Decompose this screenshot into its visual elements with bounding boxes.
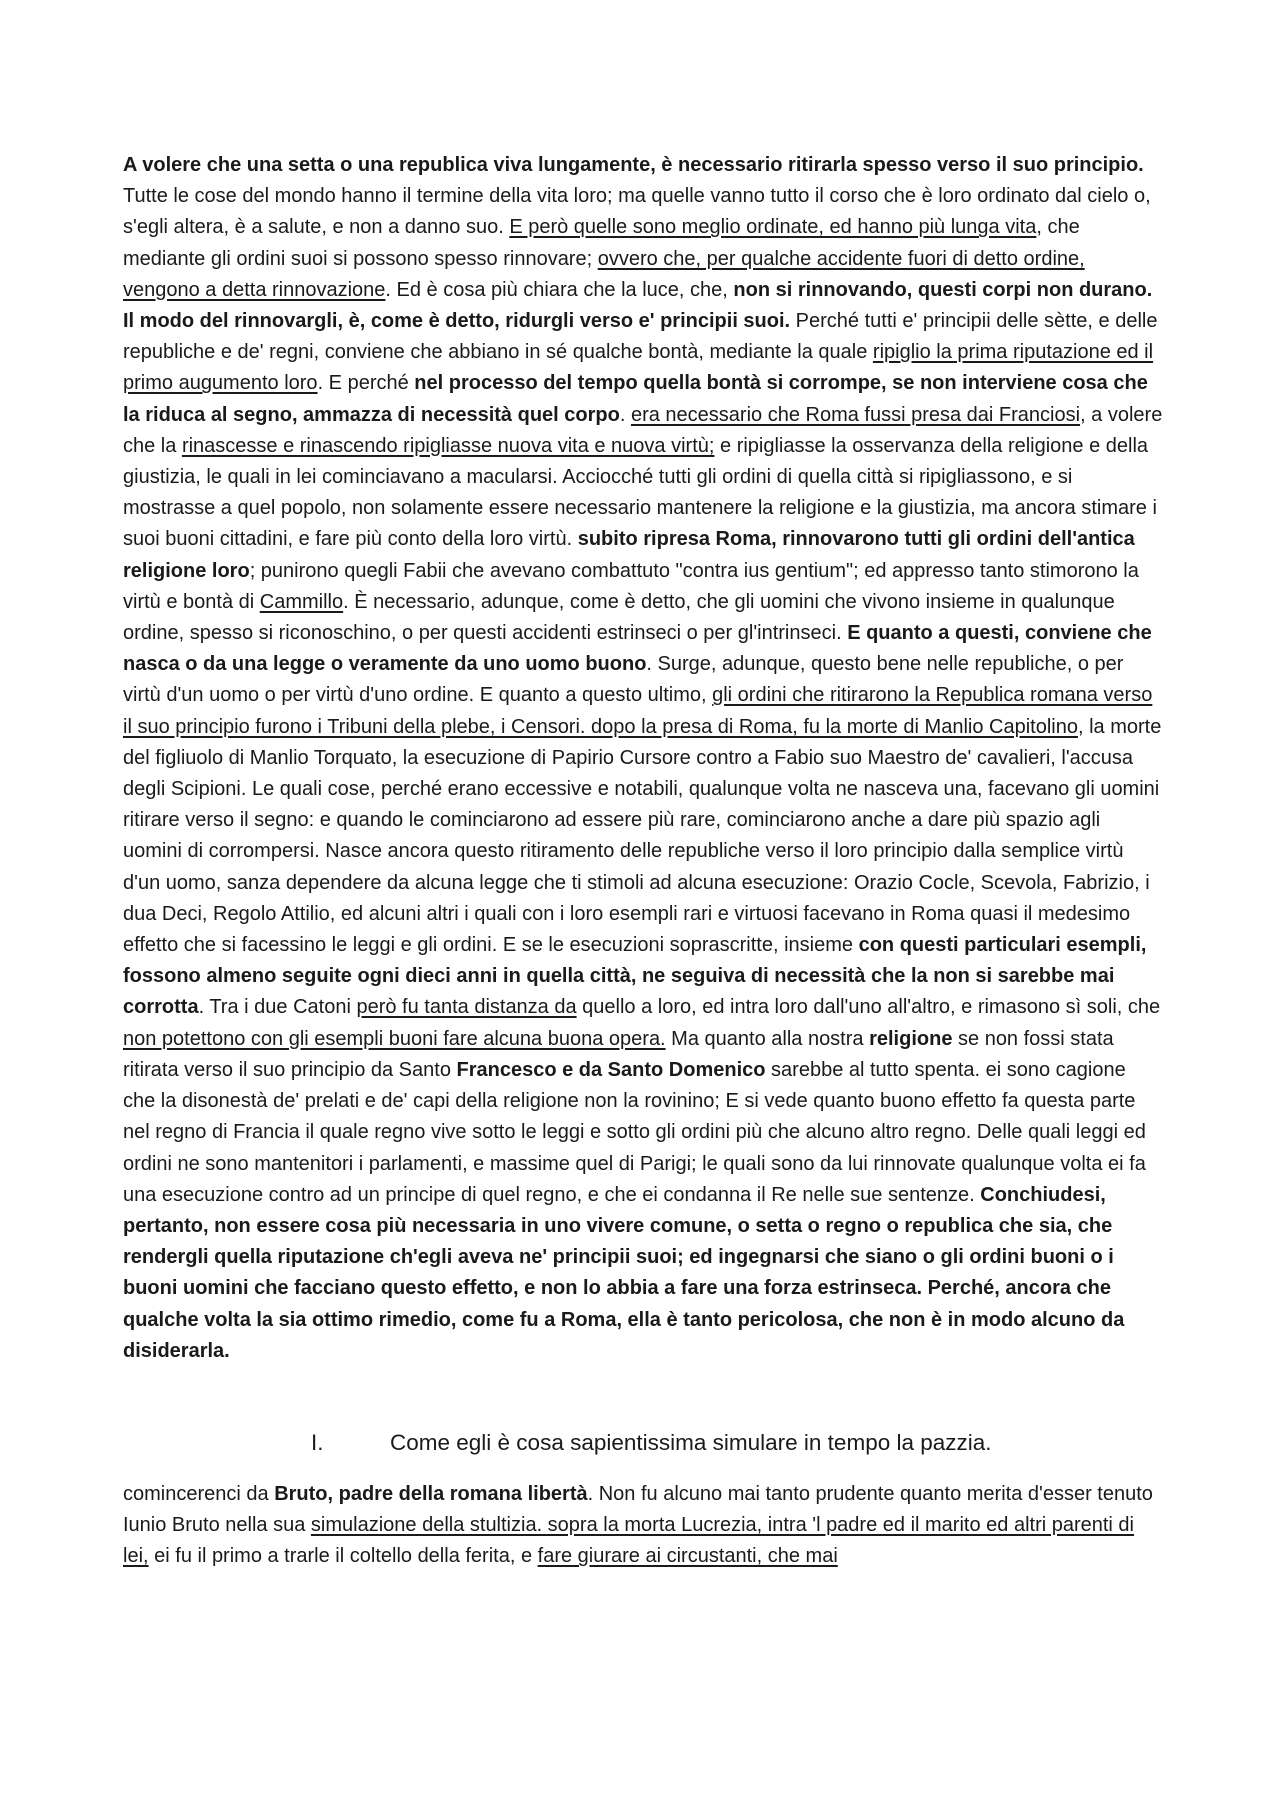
text-run: , a volere che la xyxy=(123,403,1163,457)
paragraph-rinnovazione xyxy=(123,150,1163,1367)
bold-text: A volere che una setta o una republica viva lungamente, è necessario ritirarla spesso verso il suo principio. xyxy=(123,154,1144,176)
text-run: , la morte del figliuolo di Manlio Torquato, la esecuzione di Papirio Cursore contro a Fabio suo Maestro de' cavalieri, l'accusa degli Scipioni. Le quali cose, perché erano eccessive e notabili, qualunque volta ne nasceva una, facevano gli uomini ritirare verso il segno: e quando le cominciarono ad essere più rare, cominciarono anche a dare più spazio agli uomini di corrompersi. Nasce ancora questo ritiramento delle republiche verso il loro principio dalla semplice virtù d'un uomo, sanza dependere da alcuna legge che ti stimoli ad alcuna esecuzione: Orazio Cocle, Scevola, Fabrizio, i dua Deci, Regolo Attilio, ed alcuni altri i quali con i loro esempli rari e virtuosi facevano in Roma quasi il medesimo effetto che si facessino le leggi e gli ordini. E se le esecuzioni soprascritte, insieme xyxy=(123,715,1162,957)
text-run: Tutte le cose del mondo hanno il termine della vita loro; ma quelle vanno tutto il corso che è loro ordinato dal cielo o, s'egli altera, è a salute, e non a danno suo. xyxy=(123,185,1151,239)
text-run: comincerenci da xyxy=(123,1482,275,1505)
underlined-text: E però quelle sono meglio ordinate, ed hanno più lunga vita xyxy=(509,216,1037,239)
text-run: . E perché xyxy=(317,372,415,395)
text-run: quello a loro, ed intra loro dall'uno all'altro, e rimasono sì soli, che xyxy=(576,996,1161,1019)
text-run: . xyxy=(619,403,631,426)
text-run: . Surge, adunque, questo bene nelle republiche, o per virtù d'un uomo o per virtù d'uno ordine. E quanto a questo ultimo, xyxy=(123,653,1124,707)
underlined-text: però fu tanta distanza da xyxy=(356,996,577,1019)
underlined-text: gli ordini che ritirarono la Republica romana verso il suo principio furono i Tribuni della plebe, i Censori. dopo la presa di Roma, fu la morte di Manlio Capitolino xyxy=(123,684,1153,738)
chapter-title: Come egli è cosa sapientissima simulare in tempo la pazzia. xyxy=(390,1429,992,1455)
text-run: Perché tutti e' principii delle sètte, e delle republiche e de' regni, conviene che abbiano in sé qualche bontà, mediante la quale xyxy=(123,310,1158,364)
bold-text: Francesco e da Santo Domenico xyxy=(456,1058,766,1081)
chapter-number: I. xyxy=(311,1429,324,1455)
text-run: . Non fu alcuno mai tanto prudente quanto merita d'esser tenuto Iunio Bruto nella sua xyxy=(123,1482,1153,1537)
underlined-text: rinascesse e rinascendo ripigliasse nuova vita e nuova virtù; xyxy=(181,434,715,457)
underlined-text: era necessario che Roma fussi presa dai Franciosi xyxy=(630,403,1081,426)
bold-text: con questi particulari esempli, fossono almeno seguite ogni dieci anni in quella città, ne seguiva di necessità che la non si sarebbe mai corrotta xyxy=(123,934,1147,1019)
underlined-text: fare giurare ai circustanti, che mai xyxy=(537,1545,838,1568)
bold-text: non si rinnovando, questi corpi non durano. Il modo del rinnovargli, è, come è detto, ridurgli verso e' principii suoi. xyxy=(123,278,1153,333)
text-run: , che mediante gli ordini suoi si possono spesso rinnovare; xyxy=(123,216,1080,270)
bold-text: Conchiudesi, pertanto, non essere cosa più necessaria in uno vivere comune, o setta o regno o republica che sia, che rendergli quella riputazione ch'egli aveva ne' principii suoi; ed ingegnarsi che siano o gli ordini buoni o i buoni uomini che facciano questo effetto, e non lo abbia a fare una forza estrinseca. Perché, ancora che qualche volta la sia ottimo rimedio, come fu a Roma, ella è tanto pericolosa, che non è in modo alcuno da disiderarla. xyxy=(123,1183,1125,1362)
underlined-text: ripiglio la prima riputazione ed il primo augumento loro xyxy=(123,341,1154,395)
underlined-text: simulazione della stultizia. sopra la morta Lucrezia, intra 'l padre ed il marito ed altri parenti di lei, xyxy=(123,1514,1135,1568)
paragraph-bruto xyxy=(123,1479,1163,1573)
underlined-text: ovvero che, per qualche accidente fuori di detto ordine, vengono a detta rinnovazione xyxy=(123,247,1085,301)
underlined-text: non potettono con gli esempli buoni fare alcuna buona opera. xyxy=(123,1027,666,1050)
bold-text: religione xyxy=(869,1027,953,1050)
text-run: sarebbe al tutto spenta. ei sono cagione che la disonestà de' prelati e de' capi della religione non la rovinino; E si vede quanto buono effetto fa questa parte nel regno di Francia il quale regno vive sotto le leggi e sotto gli ordini più che alcuno altro regno. Delle quali leggi ed ordini ne sono mantenitori i parlamenti, e massime quel di Parigi; le quali sono da lui rinnovate qualunque volta ei fa una esecuzione contro ad un principe di quel regno, e che ei condanna il Re nelle sue sentenze. xyxy=(123,1058,1146,1206)
bold-text: nel processo del tempo quella bontà si corrompe, se non interviene cosa che la riduca al segno, ammazza di necessità quel corpo xyxy=(123,372,1148,426)
document-page xyxy=(123,150,1163,1573)
text-run: Ma quanto alla nostra xyxy=(665,1027,870,1050)
bold-text: subito ripresa Roma, rinnovarono tutti gli ordini dell'antica religione loro xyxy=(123,528,1135,582)
chapter-heading xyxy=(123,1423,1163,1463)
bold-text: Bruto, padre della romana libertà xyxy=(274,1482,588,1505)
text-run: e ripigliasse la osservanza della religione e della giustizia, le quali in lei cominciavano a macularsi. Acciocché tutti gli ordini di quella città si ripigliassono, e si mostrasse a quel popolo, non solamente essere necessario mantenere la religione e la giustizia, ma ancora stimare i suoi buoni cittadini, e fare più conto della loro virtù. xyxy=(123,434,1157,551)
text-run: ei fu il primo a trarle il coltello della ferita, e xyxy=(148,1545,538,1568)
text-run: . Tra i due Catoni xyxy=(198,996,357,1019)
text-run: se non fossi stata ritirata verso il suo principio da Santo xyxy=(123,1027,1114,1081)
text-run: . È necessario, adunque, come è detto, che gli uomini che vivono insieme in qualunque ordine, spesso si riconoschino, o per questi accidenti estrinseci o per gl'intrinseci. xyxy=(123,590,1115,645)
text-run: ; punirono quegli Fabii che avevano combattuto "contra ius gentium"; ed appresso tanto stimorono la virtù e bontà di xyxy=(123,559,1139,613)
underlined-text: Cammillo xyxy=(259,590,344,613)
text-run: . Ed è cosa più chiara che la luce, che, xyxy=(385,278,734,301)
bold-text: E quanto a questi, conviene che nasca o da una legge o veramente da uno uomo buono xyxy=(123,622,1152,676)
